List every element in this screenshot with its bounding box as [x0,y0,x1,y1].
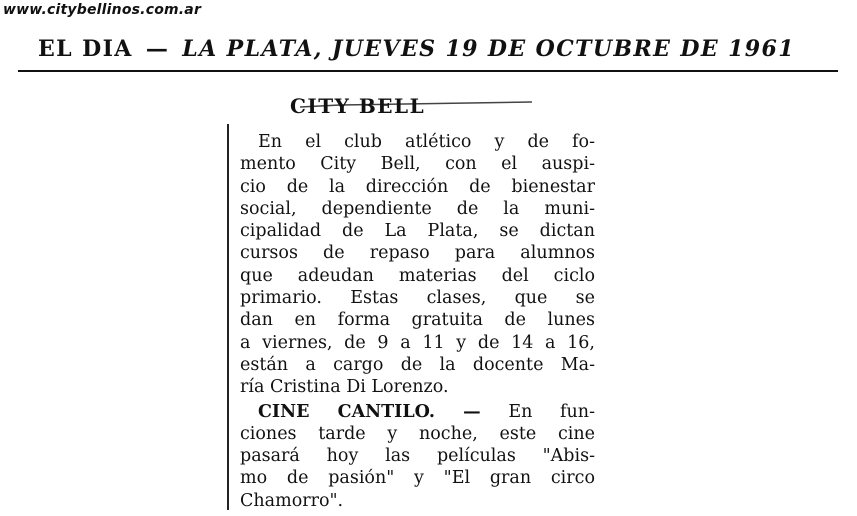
article-body [240,131,595,512]
website-watermark: www.citybellinos.com.ar [3,2,202,18]
cine-heading: CINE CANTILO. — [258,401,481,422]
masthead-dash: — [145,36,170,62]
article-line: cio de la dirección de bienestar [240,176,595,197]
section-title: CITY BELL [290,94,426,118]
article-line: social, dependiente de la muni- [240,198,595,219]
article-line: cipalidad de La Plata, se dictan [240,221,595,242]
article-line: están a cargo de la docente Ma- [240,354,595,375]
masthead-place-date: LA PLATA, JUEVES 19 DE OCTUBRE DE 1961 [182,36,795,62]
article-line: ría Cristina Di Lorenzo. [240,377,449,398]
article-line: Chamorro". [240,490,344,511]
masthead-rule [18,70,838,72]
article-line: ciones tarde y noche, este cine [240,423,595,444]
column-rule [227,124,229,510]
article-line: cursos de repaso para alumnos [240,243,595,264]
article-line: mento City Bell, con el auspi- [240,154,595,175]
article-line: a viernes, de 9 a 11 y de 14 a 16, [240,332,595,353]
article-line: que adeudan materias del ciclo [240,265,595,286]
article-line: pasará hoy las películas "Abis- [240,446,595,467]
article-line: mo de pasión" y "El gran circo [240,468,595,489]
article-line: dan en forma gratuita de lunes [240,310,595,331]
cine-first-line-rest: En fun- [508,401,595,422]
newspaper-name: EL DIA [38,36,133,62]
article-line: primario. Estas clases, que se [240,288,595,309]
article-line: En el club atlético y de fo- [258,132,595,152]
article-line [240,401,595,423]
newspaper-masthead [38,36,795,62]
